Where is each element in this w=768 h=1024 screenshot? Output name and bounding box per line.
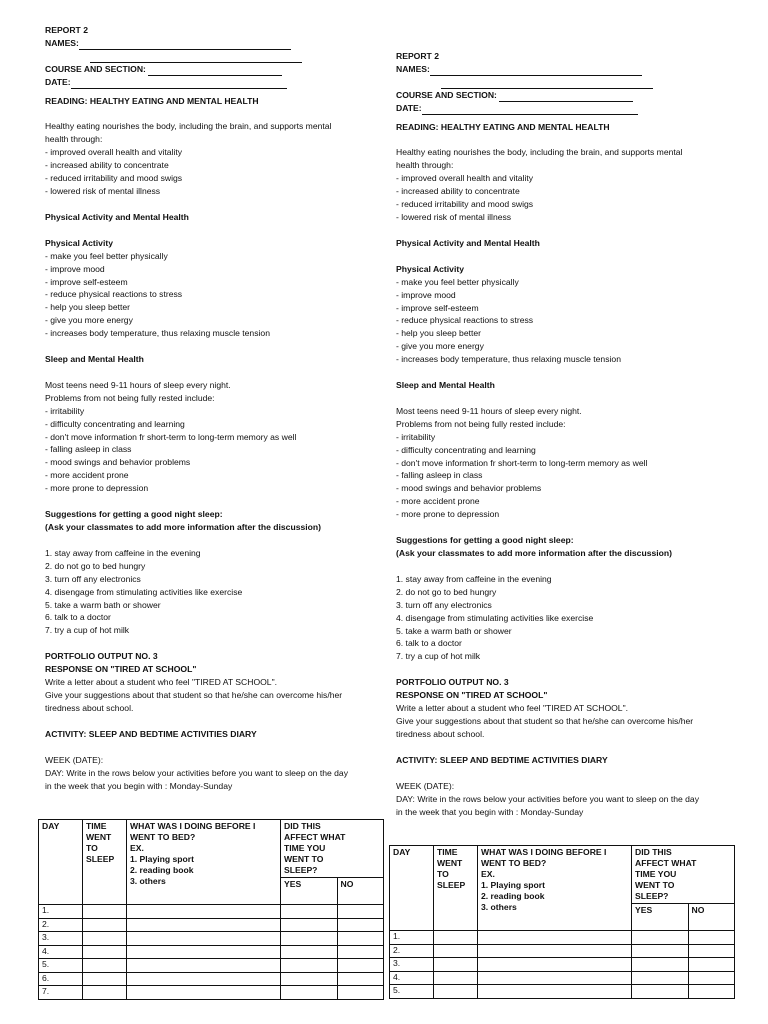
no-cell[interactable] (337, 959, 383, 973)
activity-cell[interactable] (478, 944, 632, 958)
list-item: - help you sleep better (396, 328, 482, 339)
list-item: 6. talk to a doctor (396, 638, 462, 649)
row-number: 1. (39, 905, 83, 919)
names-row (396, 63, 699, 76)
names-blank-2[interactable] (90, 53, 302, 63)
header-no: NO (688, 904, 734, 931)
header-no: NO (337, 878, 383, 905)
list-item: - help you sleep better (45, 302, 131, 313)
list-item: - mood swings and behavior problems (45, 457, 191, 468)
subheading: Physical Activity (45, 237, 113, 248)
list-item: - improve self-esteem (396, 302, 479, 313)
list-item: 5. take a warm bath or shower (45, 599, 161, 610)
row-number: 1. (390, 931, 434, 945)
portfolio-subheading: RESPONSE ON "TIRED AT SCHOOL" (396, 690, 548, 701)
time-cell[interactable] (434, 971, 478, 985)
section-heading: Physical Activity and Mental Health (396, 237, 540, 248)
yes-cell[interactable] (632, 971, 689, 985)
list-item: - improve mood (45, 263, 105, 274)
yes-cell[interactable] (632, 931, 689, 945)
sleep-intro: Problems from not being fully rested include: (396, 418, 566, 429)
activity-instruction: in the week that you begin with : Monday-Sunday (45, 780, 233, 791)
time-cell[interactable] (83, 905, 127, 919)
time-cell[interactable] (83, 986, 127, 1000)
yes-cell[interactable] (632, 958, 689, 972)
time-cell[interactable] (83, 959, 127, 973)
list-item: 2. do not go to bed hungry (396, 586, 497, 597)
header-day: DAY (390, 846, 434, 931)
header-activity: WHAT WAS I DOING BEFORE I WENT TO BED? EX. 1. Playing sport 2. reading book 3. others (478, 846, 632, 931)
header-yes: YES (632, 904, 689, 931)
time-cell[interactable] (83, 972, 127, 986)
names-second-row (396, 76, 699, 89)
list-item: - make you feel better physically (396, 276, 519, 287)
names-label: NAMES: (396, 63, 430, 74)
list-item: 4. disengage from stimulating activities like exercise (45, 586, 243, 597)
activity-cell[interactable] (478, 931, 632, 945)
portfolio-text: Give your suggestions about that student so that he/she can overcome his/her (396, 715, 694, 726)
sleep-intro: Most teens need 9-11 hours of sleep every night. (45, 379, 231, 390)
names-blank[interactable] (430, 66, 642, 76)
activity-cell[interactable] (478, 971, 632, 985)
list-item: 1. stay away from caffeine in the evening (396, 573, 552, 584)
list-item: 1. stay away from caffeine in the evening (45, 547, 201, 558)
reading-intro: health through: (396, 160, 454, 171)
table-row (390, 944, 735, 958)
list-item: - more prone to depression (45, 483, 149, 494)
list-item: - irritability (396, 431, 436, 442)
portfolio-text: tiredness about school. (396, 728, 485, 739)
time-cell[interactable] (434, 944, 478, 958)
portfolio-subheading: RESPONSE ON "TIRED AT SCHOOL" (45, 664, 197, 675)
reading-heading: READING: HEALTHY EATING AND MENTAL HEALTH (396, 121, 610, 132)
date-label: DATE: (396, 102, 422, 113)
list-item: 7. try a cup of hot milk (45, 625, 130, 636)
portfolio-text: Write a letter about a student who feel "TIRED AT SCHOOL". (45, 677, 278, 688)
row-number: 5. (39, 959, 83, 973)
suggestions-heading: Suggestions for getting a good night sleep: (45, 509, 223, 520)
yes-cell[interactable] (632, 944, 689, 958)
list-item: - improve mood (396, 289, 456, 300)
table-row (390, 985, 735, 999)
activity-instruction: DAY: Write in the rows below your activities before you want to sleep on the day (396, 793, 700, 804)
no-cell[interactable] (337, 932, 383, 946)
activity-cell[interactable] (478, 958, 632, 972)
yes-cell[interactable] (281, 918, 338, 932)
course-label: COURSE AND SECTION: (45, 63, 146, 74)
yes-cell[interactable] (281, 959, 338, 973)
no-cell[interactable] (688, 971, 734, 985)
row-number: 4. (39, 945, 83, 959)
yes-cell[interactable] (281, 905, 338, 919)
list-item: - difficulty concentrating and learning (45, 418, 185, 429)
right-page (396, 50, 699, 818)
report-title: REPORT 2 (396, 51, 439, 61)
section-heading: Physical Activity and Mental Health (45, 211, 189, 222)
date-row (45, 76, 348, 89)
header-time: TIME WENT TO SLEEP (434, 846, 478, 931)
reading-intro: health through: (45, 134, 103, 145)
activity-cell[interactable] (127, 905, 281, 919)
diary-table (38, 819, 384, 1000)
section-heading: Sleep and Mental Health (396, 380, 495, 391)
activity-cell[interactable] (127, 959, 281, 973)
course-blank[interactable] (499, 92, 633, 102)
time-cell[interactable] (434, 985, 478, 999)
header-activity: WHAT WAS I DOING BEFORE I WENT TO BED? EX. 1. Playing sport 2. reading book 3. others (127, 820, 281, 905)
suggestions-heading: Suggestions for getting a good night sleep: (396, 535, 574, 546)
section-heading: Sleep and Mental Health (45, 354, 144, 365)
list-item: - give you more energy (396, 341, 484, 352)
no-cell[interactable] (337, 972, 383, 986)
names-blank[interactable] (79, 40, 291, 50)
list-item: - mood swings and behavior problems (396, 483, 542, 494)
list-item: - falling asleep in class (396, 470, 483, 481)
row-number: 2. (39, 918, 83, 932)
course-blank[interactable] (148, 66, 282, 76)
portfolio-heading: PORTFOLIO OUTPUT NO. 3 (396, 677, 509, 688)
no-cell[interactable] (688, 985, 734, 999)
list-item: - improve self-esteem (45, 276, 128, 287)
list-item: - improved overall health and vitality (45, 147, 183, 158)
list-item: 7. try a cup of hot milk (396, 651, 481, 662)
header-day: DAY (39, 820, 83, 905)
row-number: 6. (39, 972, 83, 986)
yes-cell[interactable] (281, 932, 338, 946)
portfolio-text: Give your suggestions about that student so that he/she can overcome his/her (45, 689, 343, 700)
list-item: - reduce physical reactions to stress (45, 289, 183, 300)
header-time: TIME WENT TO SLEEP (83, 820, 127, 905)
list-item: - increases body temperature, thus relaxing muscle tension (45, 328, 270, 339)
activity-cell[interactable] (127, 932, 281, 946)
row-number: 5. (390, 985, 434, 999)
list-item: 6. talk to a doctor (45, 612, 111, 623)
names-second-row (45, 50, 348, 63)
course-row (45, 63, 348, 76)
list-item: - difficulty concentrating and learning (396, 444, 536, 455)
no-cell[interactable] (337, 905, 383, 919)
list-item: - more accident prone (396, 496, 480, 507)
week-label: WEEK (DATE): (396, 780, 455, 791)
table-row (39, 945, 384, 959)
table-row (39, 959, 384, 973)
subheading: Physical Activity (396, 263, 464, 274)
sleep-intro: Problems from not being fully rested include: (45, 392, 215, 403)
time-cell[interactable] (83, 932, 127, 946)
yes-cell[interactable] (281, 945, 338, 959)
names-label: NAMES: (45, 37, 79, 48)
list-item: - don't move information fr short-term to long-term memory as well (45, 431, 297, 442)
time-cell[interactable] (434, 958, 478, 972)
list-item: - reduced irritability and mood swigs (396, 199, 534, 210)
list-item: 5. take a warm bath or shower (396, 625, 512, 636)
list-item: - give you more energy (45, 315, 133, 326)
header-affect: DID THIS AFFECT WHAT TIME YOU WENT TO SLEEP? (281, 820, 384, 878)
list-item: - falling asleep in class (45, 444, 132, 455)
activity-heading: ACTIVITY: SLEEP AND BEDTIME ACTIVITIES DIARY (45, 728, 257, 739)
list-item: - make you feel better physically (45, 250, 168, 261)
list-item: - lowered risk of mental illness (45, 185, 161, 196)
portfolio-text: tiredness about school. (45, 702, 134, 713)
date-blank[interactable] (71, 79, 287, 89)
reading-intro: Healthy eating nourishes the body, including the brain, and supports mental (396, 147, 683, 158)
no-cell[interactable] (688, 944, 734, 958)
diary-table (389, 845, 735, 999)
sleep-intro: Most teens need 9-11 hours of sleep every night. (396, 405, 582, 416)
no-cell[interactable] (337, 918, 383, 932)
time-cell[interactable] (83, 945, 127, 959)
course-label: COURSE AND SECTION: (396, 89, 497, 100)
suggestions-note: (Ask your classmates to add more information after the discussion) (396, 548, 673, 558)
list-item: - more accident prone (45, 470, 129, 481)
suggestions-note: (Ask your classmates to add more information after the discussion) (45, 522, 322, 532)
table-row (390, 971, 735, 985)
row-number: 7. (39, 986, 83, 1000)
portfolio-heading: PORTFOLIO OUTPUT NO. 3 (45, 651, 158, 662)
row-number: 2. (390, 944, 434, 958)
yes-cell[interactable] (281, 986, 338, 1000)
row-number: 4. (390, 971, 434, 985)
names-blank-2[interactable] (441, 79, 653, 89)
reading-intro: Healthy eating nourishes the body, including the brain, and supports mental (45, 121, 332, 132)
left-page (45, 24, 348, 792)
list-item: 4. disengage from stimulating activities like exercise (396, 612, 594, 623)
row-number: 3. (390, 958, 434, 972)
date-row (396, 102, 699, 115)
list-item: - more prone to depression (396, 509, 500, 520)
list-item: - reduce physical reactions to stress (396, 315, 534, 326)
no-cell[interactable] (337, 945, 383, 959)
time-cell[interactable] (83, 918, 127, 932)
header-yes: YES (281, 878, 338, 905)
no-cell[interactable] (688, 931, 734, 945)
activity-cell[interactable] (127, 918, 281, 932)
no-cell[interactable] (337, 986, 383, 1000)
activity-cell[interactable] (478, 985, 632, 999)
table-row (39, 932, 384, 946)
list-item: - increased ability to concentrate (45, 160, 169, 171)
activity-heading: ACTIVITY: SLEEP AND BEDTIME ACTIVITIES DIARY (396, 754, 608, 765)
list-item: - lowered risk of mental illness (396, 211, 512, 222)
header-affect: DID THIS AFFECT WHAT TIME YOU WENT TO SLEEP? (632, 846, 735, 904)
week-label: WEEK (DATE): (45, 754, 104, 765)
names-row (45, 37, 348, 50)
time-cell[interactable] (434, 931, 478, 945)
report-title: REPORT 2 (45, 25, 88, 35)
date-label: DATE: (45, 76, 71, 87)
activity-instruction: DAY: Write in the rows below your activities before you want to sleep on the day (45, 767, 349, 778)
portfolio-text: Write a letter about a student who feel "TIRED AT SCHOOL". (396, 703, 629, 714)
list-item: - don't move information fr short-term to long-term memory as well (396, 457, 648, 468)
activity-cell[interactable] (127, 945, 281, 959)
row-number: 3. (39, 932, 83, 946)
course-row (396, 89, 699, 102)
activity-instruction: in the week that you begin with : Monday-Sunday (396, 806, 584, 817)
list-item: - reduced irritability and mood swigs (45, 173, 183, 184)
table-row (39, 986, 384, 1000)
yes-cell[interactable] (281, 972, 338, 986)
yes-cell[interactable] (632, 985, 689, 999)
list-item: 2. do not go to bed hungry (45, 560, 146, 571)
list-item: 3. turn off any electronics (396, 599, 492, 610)
list-item: - increased ability to concentrate (396, 186, 520, 197)
activity-cell[interactable] (127, 986, 281, 1000)
table-row (390, 958, 735, 972)
date-blank[interactable] (422, 105, 638, 115)
no-cell[interactable] (688, 958, 734, 972)
list-item: - increases body temperature, thus relaxing muscle tension (396, 354, 621, 365)
table-row (39, 918, 384, 932)
table-row (39, 905, 384, 919)
table-row (390, 931, 735, 945)
list-item: - irritability (45, 405, 85, 416)
reading-heading: READING: HEALTHY EATING AND MENTAL HEALTH (45, 95, 259, 106)
table-row (39, 972, 384, 986)
list-item: - improved overall health and vitality (396, 173, 534, 184)
list-item: 3. turn off any electronics (45, 573, 141, 584)
activity-cell[interactable] (127, 972, 281, 986)
